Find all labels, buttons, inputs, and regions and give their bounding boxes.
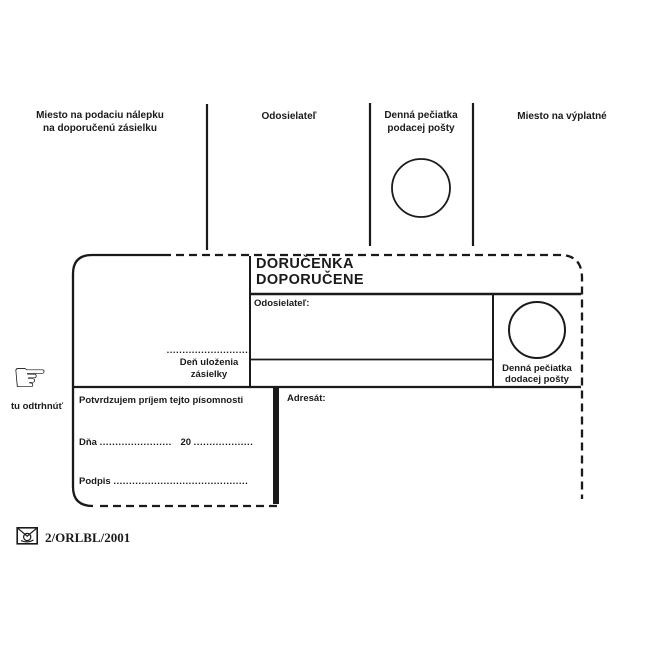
slip-solid-border bbox=[73, 255, 163, 506]
submission-area-label-line2: na doporučenú zásielku bbox=[43, 123, 157, 134]
post-logo-icon bbox=[16, 526, 39, 546]
date-label: Dňa bbox=[79, 437, 97, 448]
slip-title-line1: DORUČENKA bbox=[256, 256, 354, 272]
signature-dotted-line: ........................................... bbox=[113, 476, 249, 487]
sender-column-label: Odosielateľ bbox=[261, 111, 317, 122]
addressee-label: Adresát: bbox=[287, 393, 326, 404]
signature-row bbox=[79, 476, 248, 487]
submission-stamp-circle bbox=[392, 159, 450, 217]
submission-area-label bbox=[36, 109, 164, 135]
thick-separator-bar bbox=[273, 388, 279, 504]
submission-area-label-line1: Miesto na podaciu nálepku bbox=[36, 110, 164, 121]
delivery-stamp-label bbox=[502, 363, 572, 385]
pointing-hand-icon: ☞ bbox=[12, 356, 48, 400]
date-dotted-line-1: ....................... bbox=[99, 437, 172, 448]
submission-stamp-label-line1: Denná pečiatka bbox=[384, 110, 458, 121]
submission-stamp-label bbox=[384, 109, 457, 135]
deposit-date-label bbox=[180, 357, 239, 380]
form-code: 2/ORLBL/2001 bbox=[45, 530, 131, 545]
delivery-stamp-label-line1: Denná pečiatka bbox=[502, 363, 572, 374]
slip-title bbox=[256, 257, 364, 288]
deposit-date-label-line1: Deň uloženia bbox=[179, 357, 239, 368]
slip-sender-label: Odosielateľ: bbox=[254, 298, 310, 309]
date-dotted-line-2: ................... bbox=[193, 437, 254, 448]
confirm-receipt-text: Potvrdzujem príjem tejto písomnosti bbox=[79, 395, 244, 406]
delivery-stamp-circle bbox=[509, 302, 565, 358]
tear-off-label: tu odtrhnúť bbox=[10, 401, 64, 412]
delivery-stamp-label-line2: dodacej pošty bbox=[505, 374, 569, 385]
postage-area-label: Miesto na výplatné bbox=[517, 111, 607, 122]
date-year-prefix: 20 bbox=[180, 437, 192, 448]
signature-label: Podpis bbox=[79, 476, 111, 487]
deposit-date-dotted-line: ........................... bbox=[166, 345, 252, 356]
date-row bbox=[79, 437, 253, 448]
deposit-date-label-line2: zásielky bbox=[190, 368, 228, 380]
slip-title-line2: DOPORUČENE bbox=[256, 271, 364, 288]
submission-stamp-label-line2: podacej pošty bbox=[387, 123, 455, 134]
